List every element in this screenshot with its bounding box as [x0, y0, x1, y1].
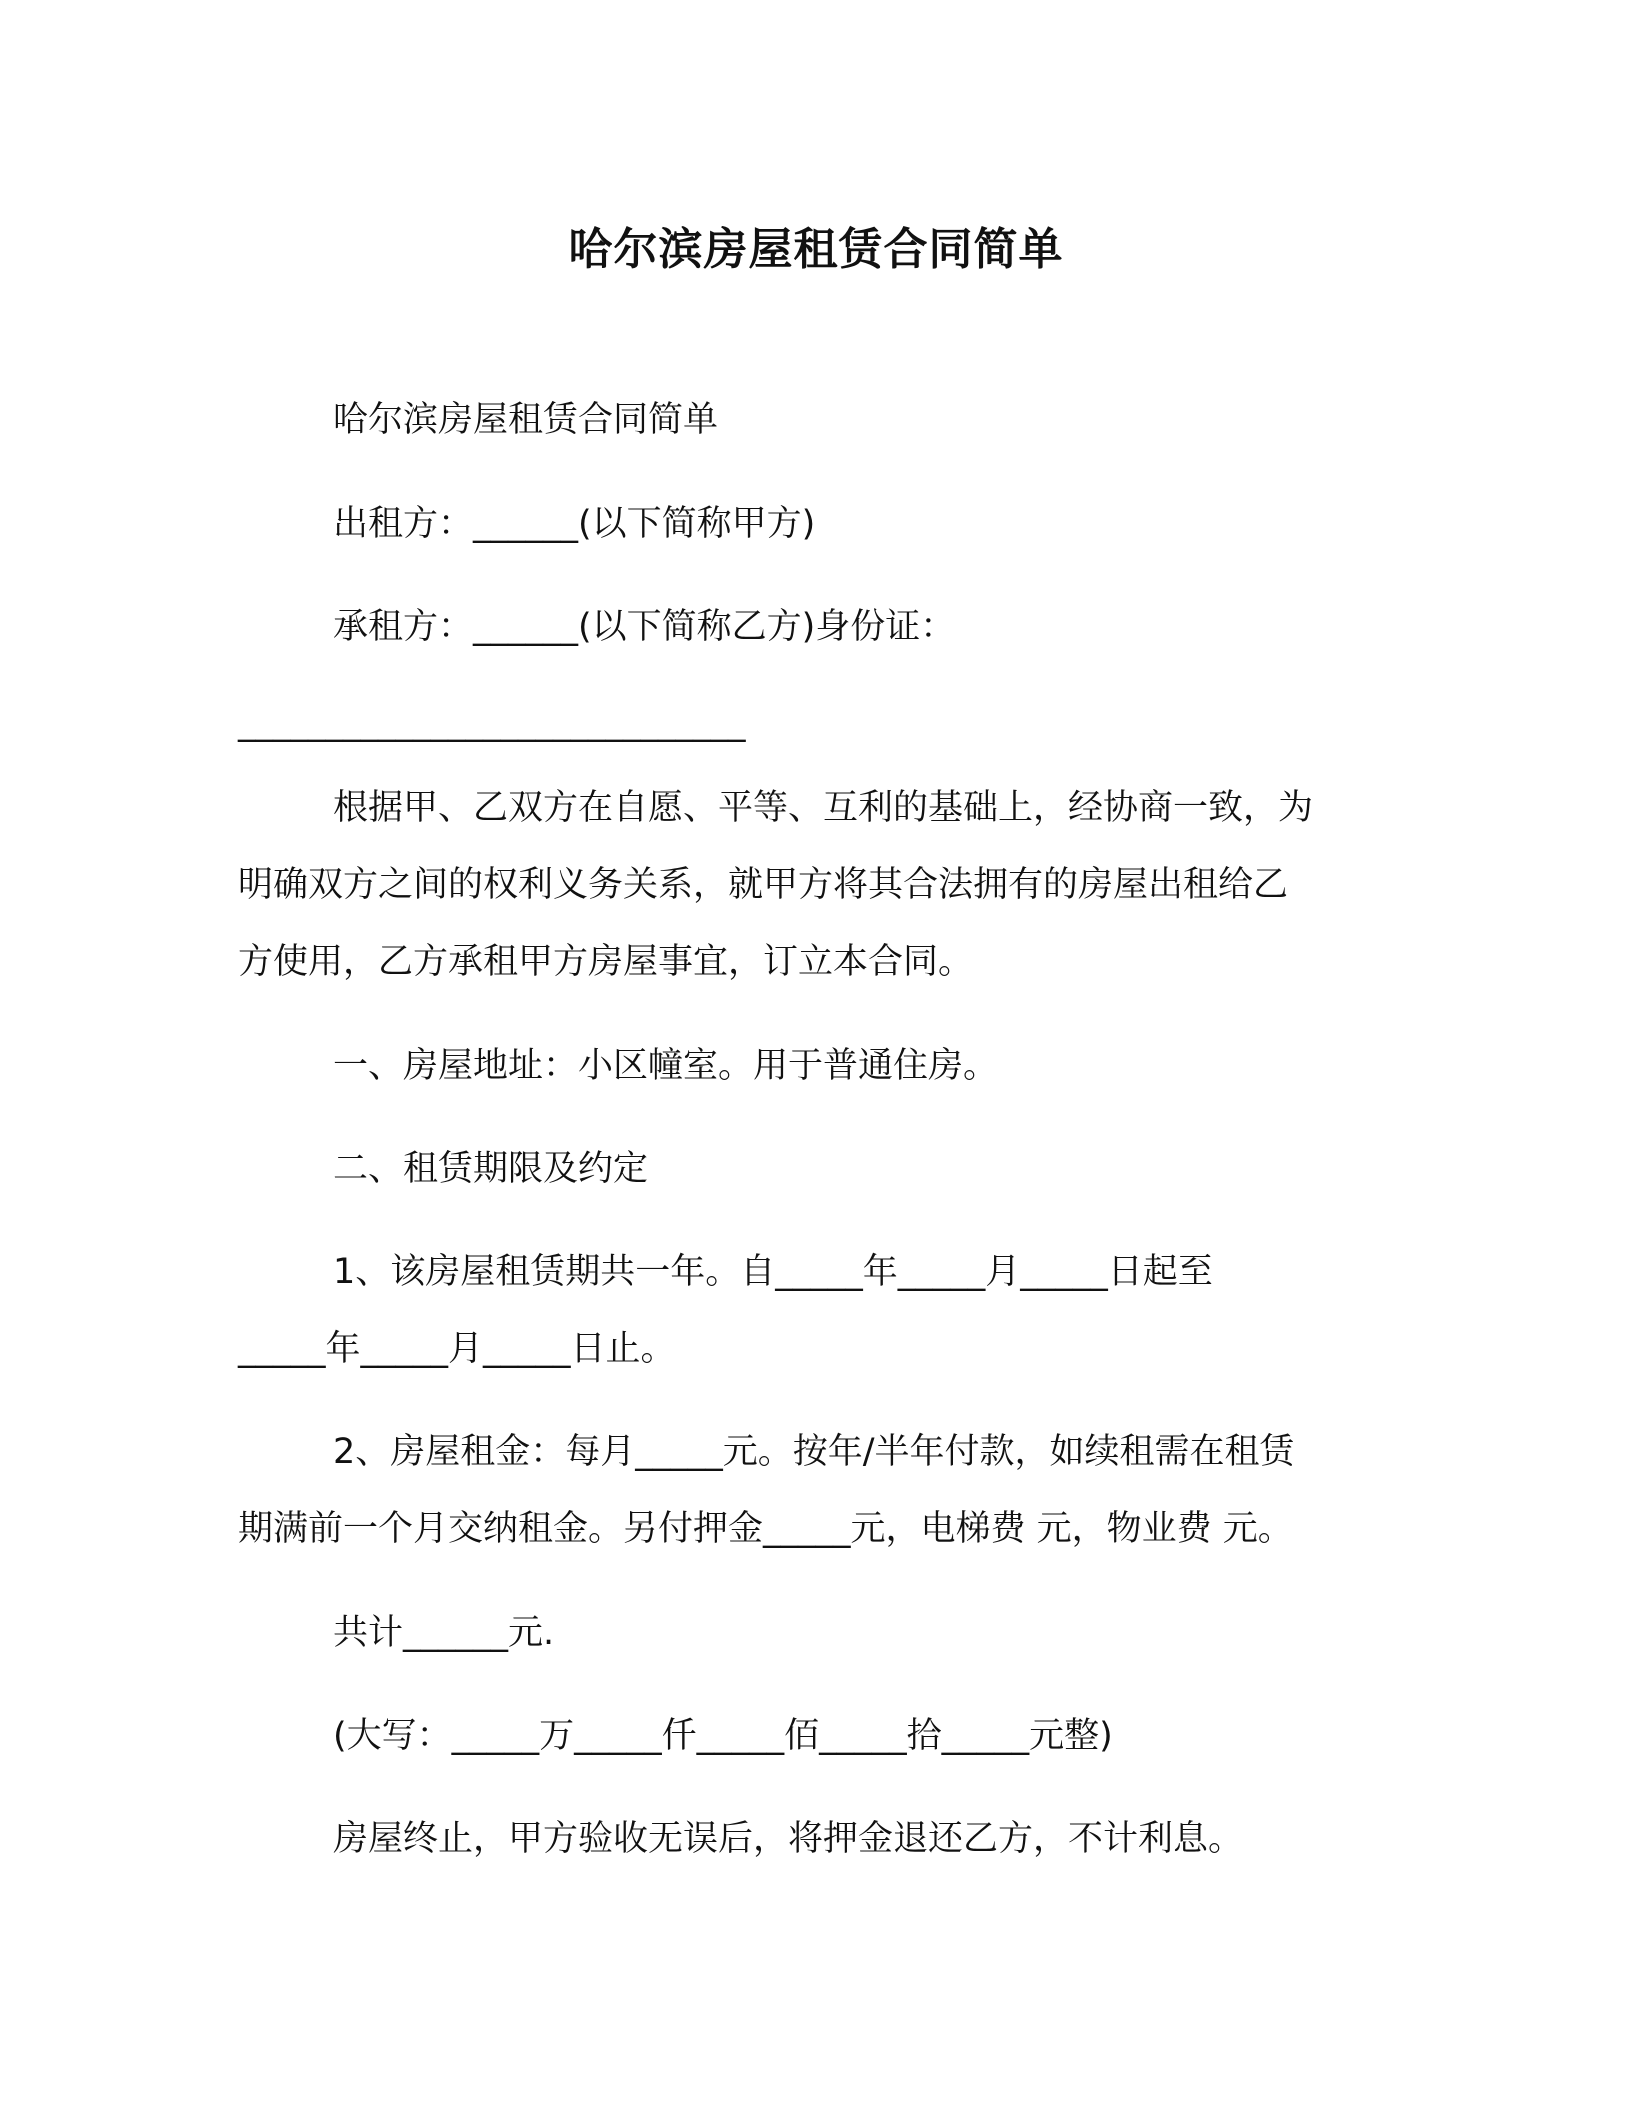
term-line-2: _____年_____月_____日止。 — [238, 1329, 676, 1369]
deposit-return-line: 房屋终止，甲方验收无误后，将押金退还乙方，不计利息。 — [333, 1819, 1244, 1859]
section-2-heading: 二、租赁期限及约定 — [333, 1149, 649, 1189]
lessee-line: 承租方：______(以下简称乙方)身份证： — [333, 607, 956, 647]
amount-in-words-line: (大写：_____万_____仟_____佰_____拾_____元整) — [333, 1716, 1113, 1756]
intro-line-1: 根据甲、乙双方在自愿、平等、互利的基础上，经协商一致，为 — [333, 788, 1314, 828]
rent-line-1: 2、房屋租金：每月_____元。按年/半年付款，如续租需在租赁 — [333, 1432, 1295, 1472]
id-blank-line: _____________________________ — [238, 703, 746, 743]
intro-line-3: 方使用，乙方承租甲方房屋事宜，订立本合同。 — [238, 942, 974, 982]
document-title: 哈尔滨房屋租赁合同简单 — [568, 224, 1064, 275]
section-1-address: 一、房屋地址：小区幢室。用于普通住房。 — [333, 1046, 999, 1086]
rent-line-2: 期满前一个月交纳租金。另付押金_____元，电梯费 元，物业费 元。 — [238, 1509, 1293, 1549]
subtitle: 哈尔滨房屋租赁合同简单 — [333, 400, 719, 440]
lessor-line: 出租方：______(以下简称甲方) — [333, 504, 816, 544]
term-line-1: 1、该房屋租赁期共一年。自_____年_____月_____日起至 — [333, 1252, 1213, 1292]
total-line: 共计______元. — [333, 1613, 555, 1653]
intro-line-2: 明确双方之间的权利义务关系，就甲方将其合法拥有的房屋出租给乙 — [238, 865, 1289, 905]
